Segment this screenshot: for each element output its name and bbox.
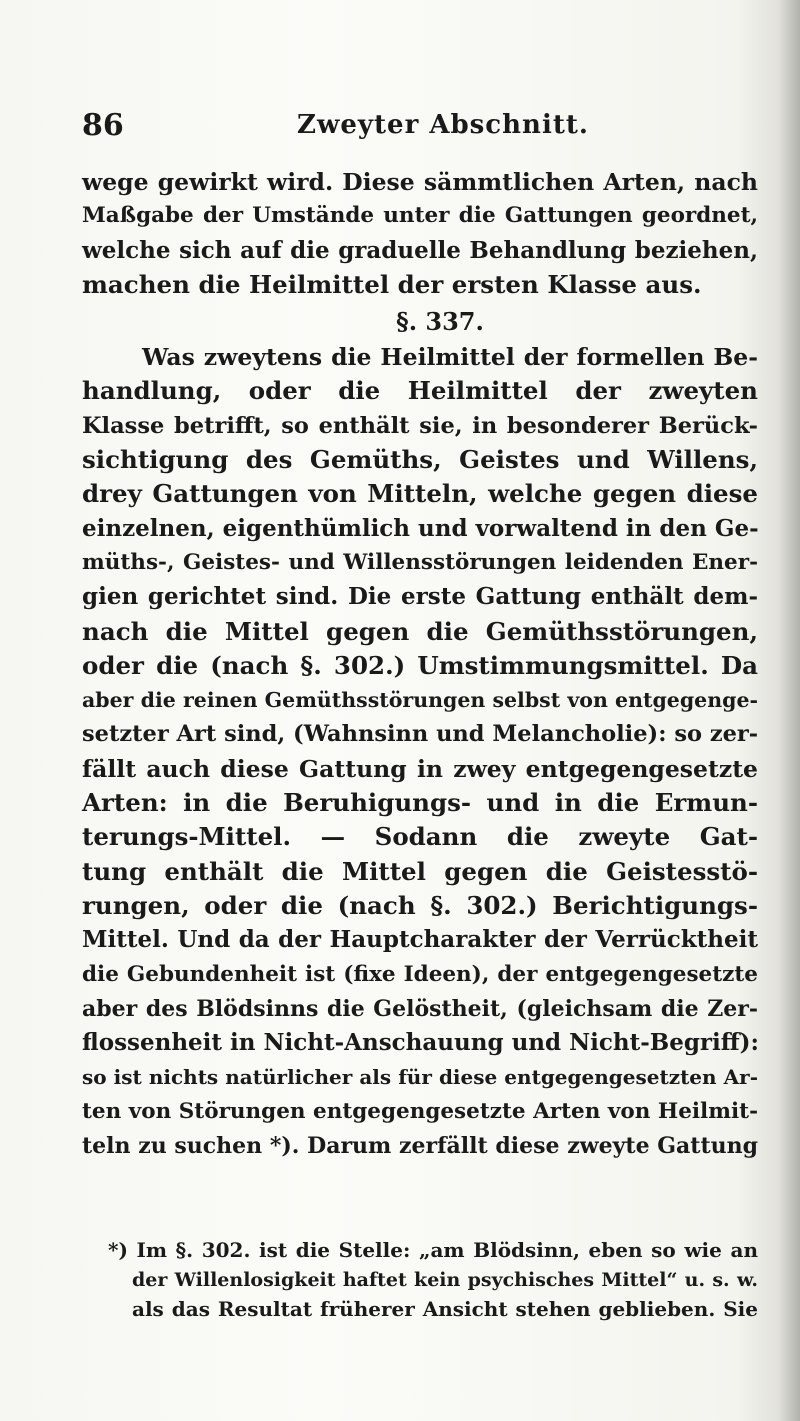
text-line: Arten: in die Beruhigungs- und in die Ermun-: [82, 788, 758, 818]
text-line: wege gewirkt wird. Diese sämmtlichen Arten, nach: [82, 168, 758, 196]
text-line: die Gebundenheit ist (fixe Ideen), der entgegengesetzte: [82, 961, 758, 987]
text-line: tung enthält die Mittel gegen die Geistesstö-: [82, 856, 758, 886]
text-line: müths-, Geistes- und Willensstörungen leidenden Ener-: [82, 549, 758, 575]
text-line: oder die (nach §. 302.) Umstimmungsmittel. Da: [82, 650, 758, 680]
text-line: Maßgabe der Umstände unter die Gattungen geordnet,: [82, 203, 758, 229]
text-line: gien gerichtet sind. Die erste Gattung enthält dem-: [82, 583, 758, 611]
text-line: Mittel. Und da der Hauptcharakter der Verrücktheit: [82, 926, 758, 954]
text-line: teln zu suchen *). Darum zerfällt diese zweyte Gattung: [82, 1133, 758, 1160]
section-heading: §. 337.: [396, 307, 484, 337]
running-title: Zweyter Abschnitt.: [297, 110, 589, 140]
footnote-line: als das Resultat früherer Ansicht stehen geblieben. Sie: [132, 1297, 758, 1321]
page-number: 86: [82, 108, 124, 143]
page-gutter-shadow: [778, 0, 800, 1421]
text-line: welche sich auf die graduelle Behandlung beziehen,: [82, 236, 758, 264]
text-line: flossenheit in Nicht-Anschauung und Nicht-Begriff):: [82, 1029, 760, 1057]
text-line: aber die reinen Gemüthsstörungen selbst von entgegenge-: [82, 688, 758, 713]
footnote-line: der Willenlosigkeit haftet kein psychisches Mittel“ u. s. w.: [132, 1268, 758, 1291]
text-line: sichtigung des Gemüths, Geistes und Willens,: [82, 445, 758, 475]
text-line: einzelnen, eigenthümlich und vorwaltend in den Ge-: [82, 514, 759, 542]
footnote: [82, 1236, 758, 1325]
text-line: rungen, oder die (nach §. 302.) Berichtigungs-: [82, 890, 758, 920]
text-line: Klasse betrifft, so enthält sie, in besonderer Berück-: [82, 412, 758, 439]
page-header: [72, 108, 732, 148]
text-line: so ist nichts natürlicher als für diese entgegengesetzten Ar-: [82, 1065, 758, 1090]
text-line: nach die Mittel gegen die Gemüthsstörungen,: [82, 616, 758, 646]
text-line: drey Gattungen von Mitteln, welche gegen diese: [82, 479, 758, 509]
text-line: ten von Störungen entgegengesetzte Arten von Heilmit-: [82, 1098, 758, 1124]
body-text: [82, 165, 758, 1163]
text-line: handlung, oder die Heilmittel der zweyten: [82, 376, 758, 406]
text-line: aber des Blödsinns die Gelöstheit, (gleichsam die Zer-: [82, 995, 758, 1022]
text-line: setzter Art sind, (Wahnsinn und Melancholie): so zer-: [82, 721, 759, 748]
text-line: fällt auch diese Gattung in zwey entgegengesetzte: [82, 754, 758, 783]
footnote-line: *) Im §. 302. ist die Stelle: „am Blödsinn, eben so wie an: [108, 1238, 758, 1262]
text-line: machen die Heilmittel der ersten Klasse aus.: [82, 269, 702, 299]
text-line: terungs-Mittel. — Sodann die zweyte Gat-: [82, 822, 758, 852]
text-line: Was zweytens die Heilmittel der formellen Be-: [142, 343, 758, 372]
